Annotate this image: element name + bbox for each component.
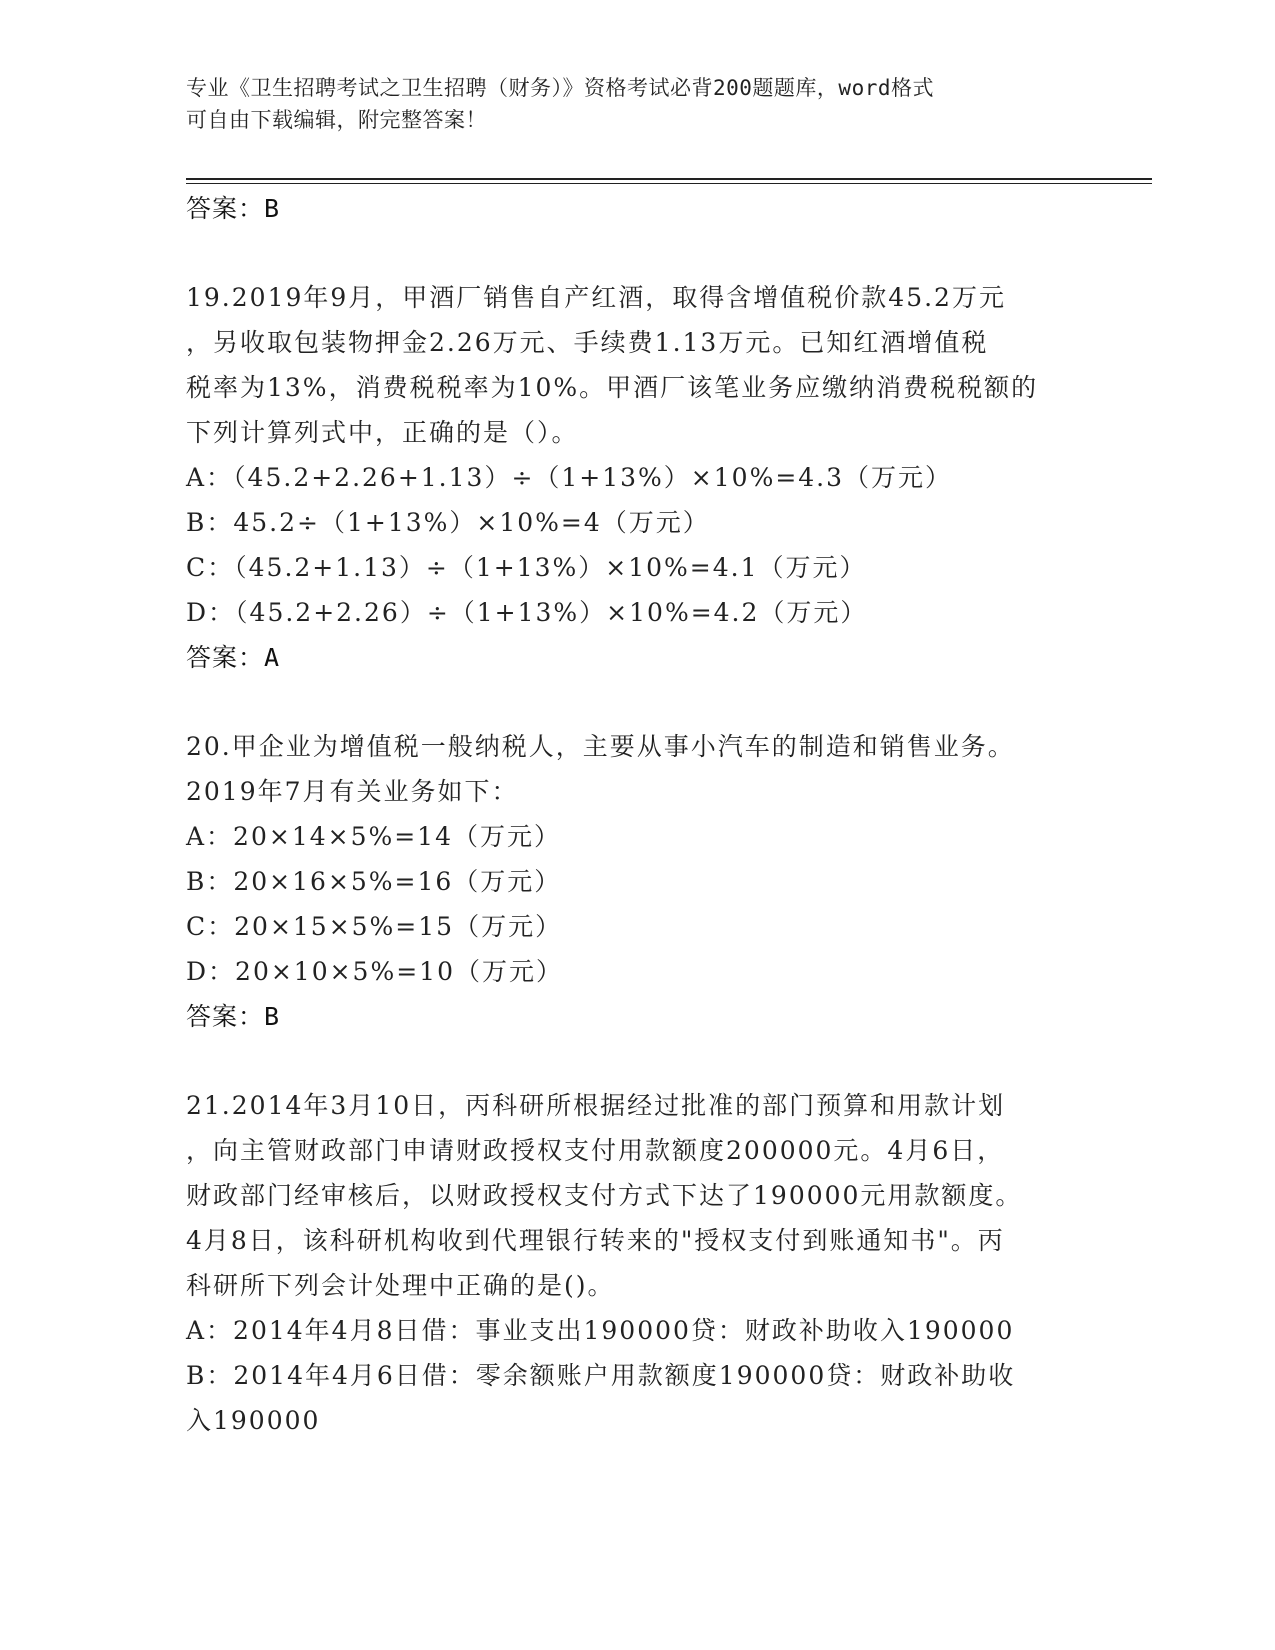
option-a: A：2014年4月8日借：事业支出190000贷：财政补助收入190000 (186, 1316, 1015, 1345)
option-c: C：（45.2+1.13）÷（1+13%）×10%=4.1（万元） (186, 553, 867, 582)
header-divider-thin (186, 183, 1152, 184)
question-text-line: 税率为13%，消费税税率为10%。甲酒厂该笔业务应缴纳消费税税额的 (186, 373, 1039, 402)
question-text-line: 19.2019年9月，甲酒厂销售自产红酒，取得含增值税价款45.2万元 (186, 283, 1006, 312)
option-b: B：45.2÷（1+13%）×10%=4（万元） (186, 508, 710, 537)
header-line-2: 可自由下载编辑，附完整答案！ (186, 108, 487, 132)
option-b: B：20×16×5%=16（万元） (186, 867, 562, 896)
option-b: B：2014年4月6日借：零余额账户用款额度190000贷：财政补助收 (186, 1361, 1016, 1390)
answer-line: 答案：A (186, 643, 281, 672)
question-text-line: ，另收取包装物押金2.26万元、手续费1.13万元。已知红酒增值税 (186, 328, 989, 357)
question-text-line: 20.甲企业为增值税一般纳税人，主要从事小汽车的制造和销售业务。 (186, 732, 1015, 761)
question-text-line: 下列计算列式中，正确的是（）。 (186, 418, 579, 447)
page-header (186, 72, 1066, 136)
document-body (186, 186, 1106, 1443)
answer-line: 答案：B (186, 1002, 281, 1031)
question-block-19 (186, 275, 1106, 680)
question-block-20 (186, 724, 1106, 1039)
option-d: D：20×10×5%=10（万元） (186, 957, 563, 986)
option-a: A：20×14×5%=14（万元） (186, 822, 561, 851)
header-line-1: 专业《卫生招聘考试之卫生招聘（财务）》资格考试必背200题题库，word格式 (186, 76, 934, 100)
question-text-line: 21.2014年3月10日，丙科研所根据经过批准的部门预算和用款计划 (186, 1091, 1006, 1120)
spacer (186, 231, 1106, 275)
answer-line: 答案：B (186, 194, 281, 223)
question-text-line: 财政部门经审核后，以财政授权支付方式下达了190000元用款额度。 (186, 1181, 1023, 1210)
spacer (186, 1039, 1106, 1083)
question-block-21 (186, 1083, 1106, 1443)
option-c: C：20×15×5%=15（万元） (186, 912, 563, 941)
question-text-line: 4月8日，该科研机构收到代理银行转来的"授权支付到账通知书"。丙 (186, 1226, 1005, 1255)
option-b-continued: 入190000 (186, 1406, 321, 1435)
spacer (186, 680, 1106, 724)
question-text-line: 2019年7月有关业务如下： (186, 777, 519, 806)
option-d: D：（45.2+2.26）÷（1+13%）×10%=4.2（万元） (186, 598, 868, 627)
question-text-line: ，向主管财政部门申请财政授权支付用款额度200000元。4月6日， (186, 1136, 1005, 1165)
header-divider-thick (186, 178, 1152, 180)
option-a: A：（45.2+2.26+1.13）÷（1+13%）×10%=4.3（万元） (186, 463, 953, 492)
question-text-line: 科研所下列会计处理中正确的是()。 (186, 1271, 615, 1300)
